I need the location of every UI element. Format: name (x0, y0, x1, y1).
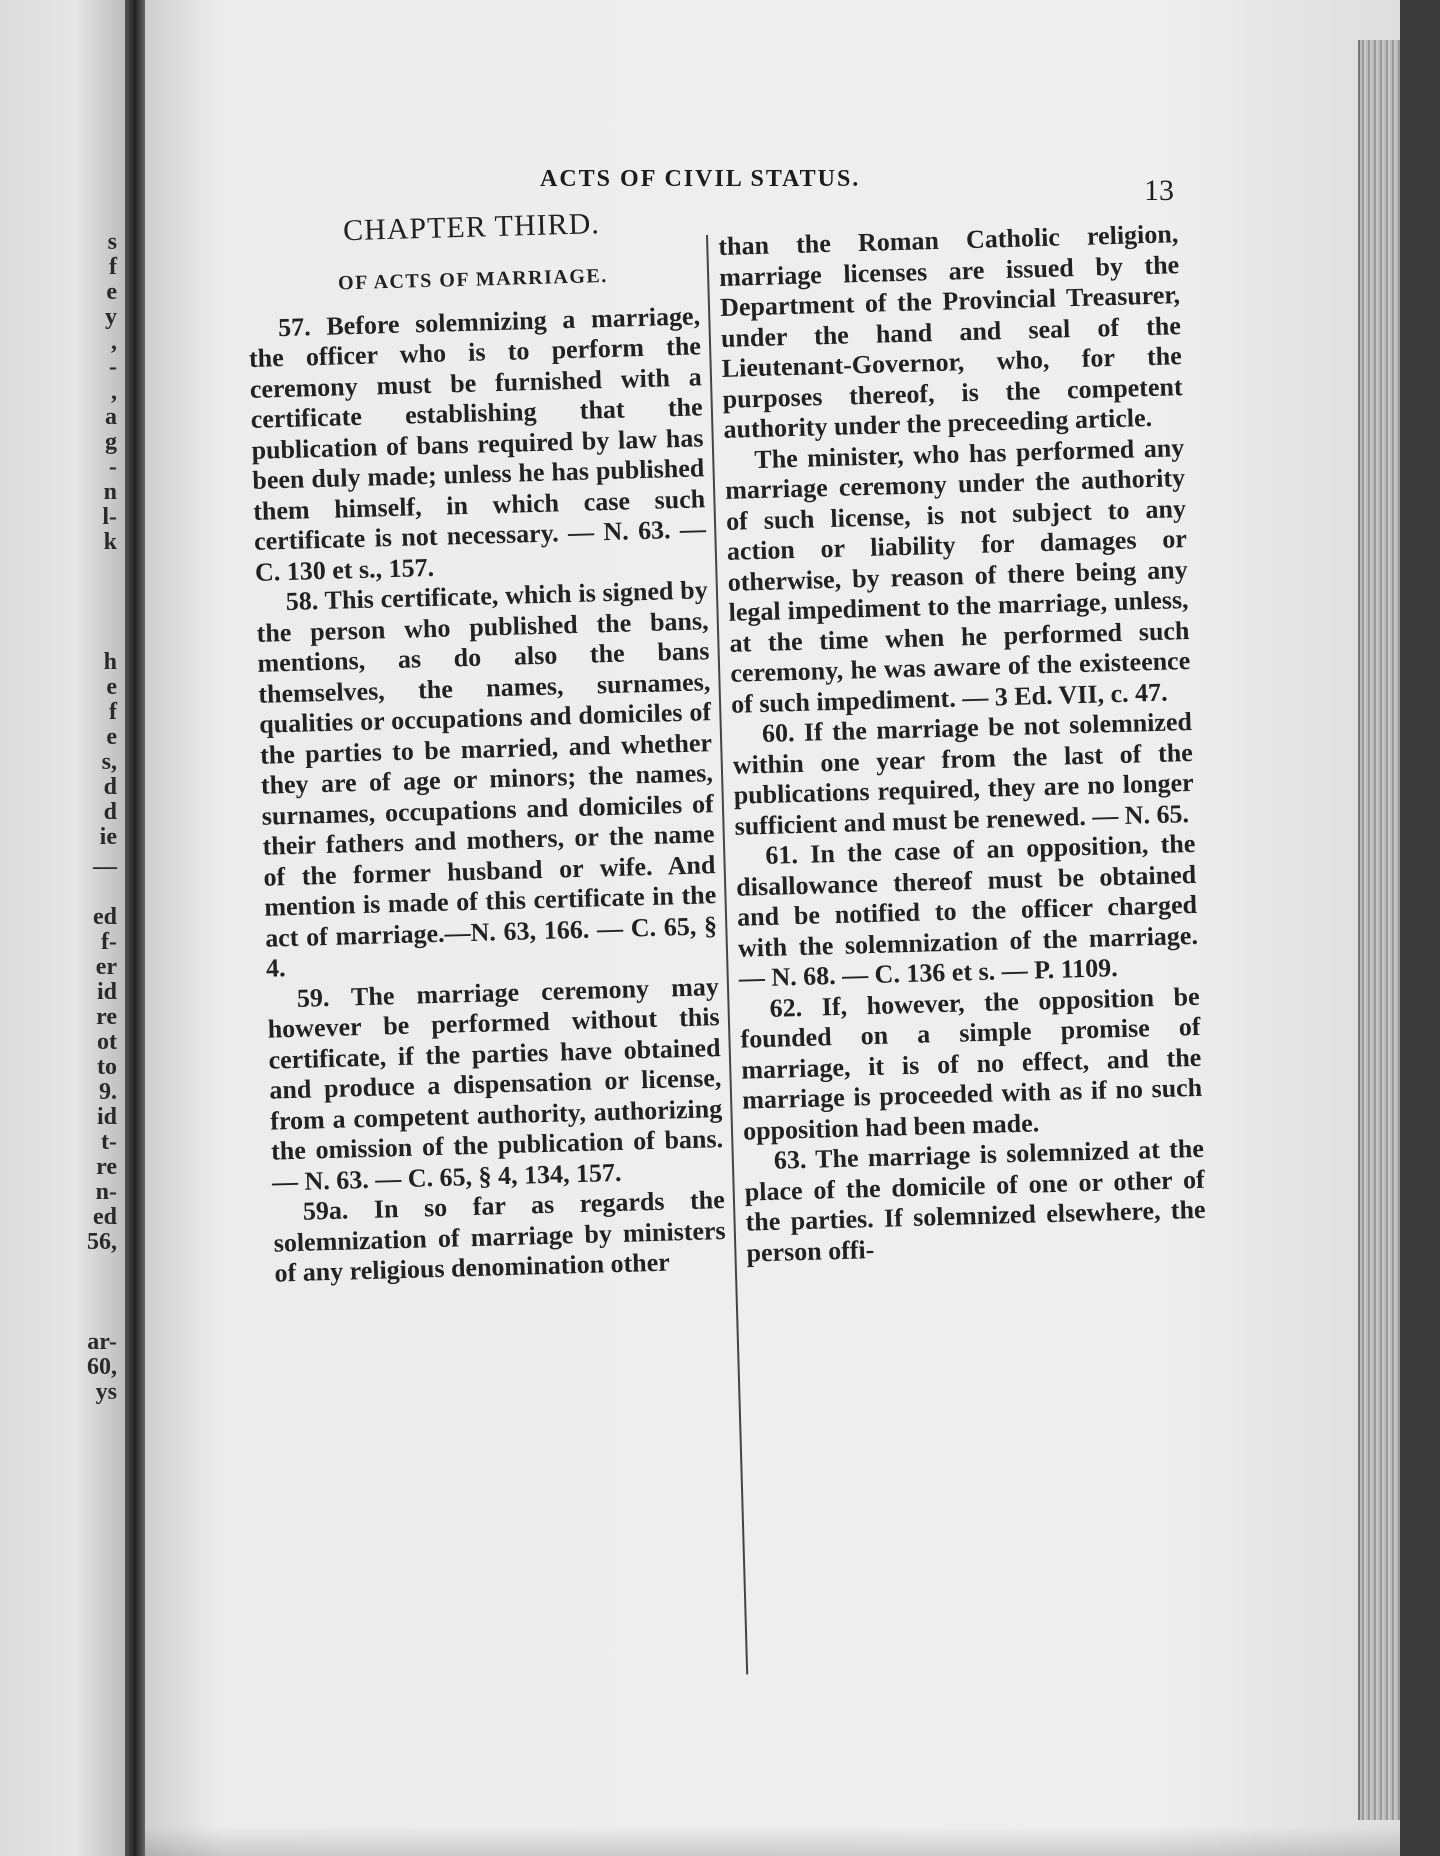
article-61: 61. In the case of an opposition, the disallowance thereof must be obtained and be notified to the officer charged with the solemnization of the marriage. — N. 68. — C. 136 et s. — P. 1109. (735, 828, 1199, 993)
facing-page-fragment: a (105, 404, 117, 430)
facing-page-fragment: d (103, 799, 117, 825)
facing-page-fragment: k (103, 529, 117, 555)
facing-page-fragment: s (107, 229, 117, 255)
facing-page-fragment: e (106, 674, 117, 700)
facing-page-fragment: f (109, 254, 117, 280)
article-59a: 59a. In so far as regards the solemnization of marriage by ministers of any religious denomination other (273, 1184, 726, 1288)
facing-page-fragment: ed (93, 1204, 117, 1230)
facing-page-fragment: ar- (87, 1329, 117, 1355)
article-63: 63. The marriage is solemnized at the place of the domicile of one or other of the parties. If solemnized elsewhere, the person offi- (744, 1133, 1206, 1268)
article-59: 59. The marriage ceremony may however be performed without this certificate, if the parties have obtained and produce a dispensation or license, from a competent authority, authorizing the omission of the publication of bans. — N. 63. — C. 65, § 4, 134, 157. (267, 971, 724, 1197)
chapter-subtitle: OF ACTS OF MARRIAGE. (337, 264, 608, 295)
facing-page-fragment: g (105, 429, 117, 455)
facing-page-fragment: n- (95, 1179, 117, 1205)
facing-page-fragment: re (96, 1154, 117, 1180)
facing-page-fragment: er (95, 954, 117, 980)
page-number: 13 (1144, 174, 1174, 207)
facing-page-fragment: ie (99, 824, 117, 850)
facing-page-fragment: re (96, 1004, 117, 1030)
page-block-edge (1358, 40, 1400, 1820)
left-column (245, 202, 727, 1289)
facing-page-fragment: — (93, 854, 117, 880)
facing-page-fragment: n (103, 479, 117, 505)
facing-page-fragment: h (103, 649, 117, 675)
article-60: 60. If the marriage be not solemnized within one year from the last of the publications required, they are no longer sufficient and must be renewed. — N. 65. (732, 706, 1194, 841)
facing-page-fragment: l- (102, 504, 117, 530)
book-gutter (125, 0, 145, 1856)
facing-page-fragment: id (96, 1104, 117, 1130)
facing-page-fragment: d (103, 774, 117, 800)
running-head: ACTS OF CIVIL STATUS. (540, 166, 861, 192)
facing-page-fragment: , (111, 379, 117, 405)
facing-page-fragment: t- (101, 1129, 117, 1155)
facing-page-fragment: ed (93, 904, 117, 930)
facing-page-fragment: - (109, 454, 117, 480)
facing-page-fragment: 9. (99, 1079, 117, 1105)
article-59a-continuation: than the Roman Catholic religion, marriage licenses are issued by the Department of the Provincial Treasurer, under the hand and seal of the Lieutenant-Governor, who, for the purposes thereof, is the competent authority under the preceeding article. (718, 219, 1183, 444)
facing-page-fragment: e (106, 724, 117, 750)
facing-page-fragment: f (109, 699, 117, 725)
facing-page-fragment: f- (101, 929, 117, 955)
facing-page-fragment: e (106, 279, 117, 305)
facing-page-fragment: 60, (87, 1354, 117, 1380)
facing-page-fragment: to (97, 1054, 117, 1080)
article-59a-paragraph-2: The minister, who has performed any marriage ceremony under the authority of such license, is not subject to any action or liability for damages or otherwise, by reason of there being any legal impediment to the marriage, unless, at the time when he performed such ceremony, he was aware of the existeence of such impediment. — 3 Ed. VII, c. 47. (724, 432, 1191, 719)
article-58: 58. This certificate, which is signed by the person who published the bans, mentions, as do also the bans themselves, the names, surnames, qualities or occupations and domiciles of the parties to be married, and whether they are of age or minors; the names, surnames, occupations and domiciles of their fathers and mothers, or the name of the former husband or wife. And mention is made of this certificate in the act of marriage.—N. 63, 166. — C. 65, § 4. (256, 575, 718, 983)
article-57: 57. Before solemnizing a marriage, the officer who is to perform the ceremony must be furnished with a certificate establishing that the publication of bans required by law has been duly made; unless he has published them himself, in which case such certificate is not necessary. — N. 63. — C. 130 et s., 157. (248, 300, 707, 587)
facing-page-fragment: , (111, 329, 117, 355)
facing-page-edge (0, 0, 125, 1856)
facing-page-fragment: id (96, 979, 117, 1005)
chapter-title: CHAPTER THIRD. (342, 207, 601, 248)
right-column (718, 219, 1207, 1268)
facing-page-fragment: ot (97, 1029, 117, 1055)
page-shadow (145, 1826, 1400, 1856)
facing-page-fragment: ys (95, 1379, 117, 1405)
facing-page-fragment: s, (101, 749, 117, 775)
facing-page-fragment: y (105, 304, 117, 330)
facing-page-fragment: - (109, 354, 117, 380)
facing-page-fragment: 56, (87, 1229, 117, 1255)
article-62: 62. If, however, the opposition be founded on a simple promise of marriage, it is of no effect, and the marriage is proceeded with as if no such opposition had been made. (740, 981, 1203, 1146)
